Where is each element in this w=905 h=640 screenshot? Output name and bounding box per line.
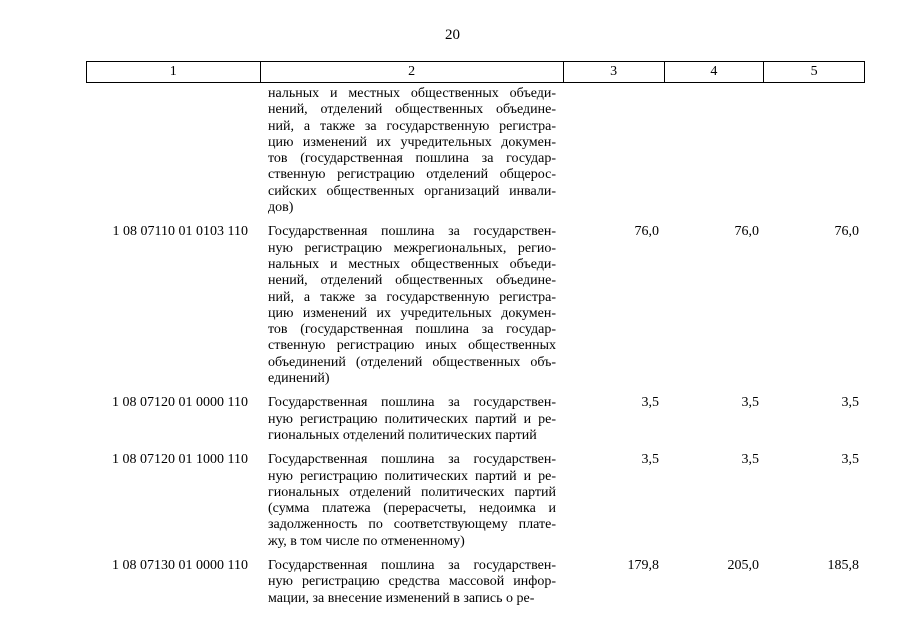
value-col-5: 185,8 <box>827 558 859 574</box>
description-line: ную регистрацию межрегиональных, регио- <box>268 240 556 256</box>
description-line: нальных и местных общественных объеди- <box>268 86 556 101</box>
value-col-5: 3,5 <box>841 395 859 411</box>
description-line: гиональных отделений политических партий <box>268 484 556 500</box>
description-line: ную регистрацию политических партий и ре- <box>268 468 556 484</box>
row-description <box>260 452 564 550</box>
row-description <box>260 86 564 216</box>
row-description <box>260 395 564 444</box>
value-col-4: 3,5 <box>741 452 759 468</box>
value-col-5 <box>765 86 865 216</box>
description-line: мации, за внесение изменений в запись о ре- <box>268 590 535 606</box>
value-col-4: 3,5 <box>741 395 759 411</box>
value-col-3: 3,5 <box>641 395 659 411</box>
row-description <box>260 224 564 387</box>
description-line: задолженность по соответствующему плате- <box>268 517 556 533</box>
description-line: Государственная пошлина за государствен- <box>268 395 556 411</box>
description-line: единений) <box>268 371 330 387</box>
description-line: нений, отделений общественных объедине- <box>268 102 556 118</box>
description-line: ственную регистрацию отделений общерос- <box>268 167 556 183</box>
row-code: 1 08 07110 01 0103 110 <box>112 224 248 240</box>
description-line: ную регистрацию политических партий и ре- <box>268 411 556 427</box>
description-line: Государственная пошлина за государствен- <box>268 452 556 468</box>
description-line: гиональных отделений политических партий <box>268 427 537 443</box>
value-col-5: 76,0 <box>834 224 859 240</box>
row-code: 1 08 07130 01 0000 110 <box>112 558 248 574</box>
table-row <box>86 558 865 607</box>
description-line: (сумма платежа (перерасчеты, недоимка и <box>268 501 556 517</box>
table-row <box>86 224 865 387</box>
description-line: ний, а также за государственную регистра- <box>268 289 556 305</box>
table-body <box>86 86 865 615</box>
table-row <box>86 395 865 444</box>
description-line: дов) <box>268 200 294 216</box>
value-col-3: 76,0 <box>634 224 659 240</box>
page-number: 20 <box>445 27 460 43</box>
value-col-4: 205,0 <box>727 558 759 574</box>
description-line: цию изменений их учредительных докумен- <box>268 305 556 321</box>
header-col-2: 2 <box>261 62 564 82</box>
description-line: Государственная пошлина за государствен- <box>268 224 556 240</box>
header-col-3: 3 <box>564 62 665 82</box>
table-row <box>86 452 865 550</box>
table-header <box>86 61 865 83</box>
description-line: объединений (отделений общественных объ- <box>268 354 556 370</box>
row-code <box>86 86 260 216</box>
description-line: жу, в том числе по отмененному) <box>268 533 465 549</box>
description-line: ний, а также за государственную регистра- <box>268 118 556 134</box>
description-line: ную регистрацию средства массовой инфор- <box>268 574 556 590</box>
description-line: нальных и местных общественных объеди- <box>268 256 556 272</box>
value-col-3 <box>564 86 665 216</box>
description-line: Государственная пошлина за государствен- <box>268 558 556 574</box>
row-code: 1 08 07120 01 1000 110 <box>112 452 248 468</box>
description-line: сийских общественных организаций инвали- <box>268 183 556 199</box>
description-line: нений, отделений общественных объедине- <box>268 273 556 289</box>
value-col-5: 3,5 <box>841 452 859 468</box>
header-col-1: 1 <box>87 62 261 82</box>
value-col-4: 76,0 <box>734 224 759 240</box>
value-col-4 <box>665 86 765 216</box>
description-line: тов (государственная пошлина за государ- <box>268 151 556 167</box>
row-description <box>260 558 564 607</box>
value-col-3: 179,8 <box>627 558 659 574</box>
value-col-3: 3,5 <box>641 452 659 468</box>
table-row <box>86 86 865 216</box>
header-col-5: 5 <box>810 64 818 79</box>
description-line: тов (государственная пошлина за государ- <box>268 322 556 338</box>
description-line: цию изменений их учредительных докумен- <box>268 134 556 150</box>
row-code: 1 08 07120 01 0000 110 <box>112 395 248 411</box>
header-col-4: 4 <box>665 62 765 82</box>
description-line: ственную регистрацию иных общественных <box>268 338 556 354</box>
